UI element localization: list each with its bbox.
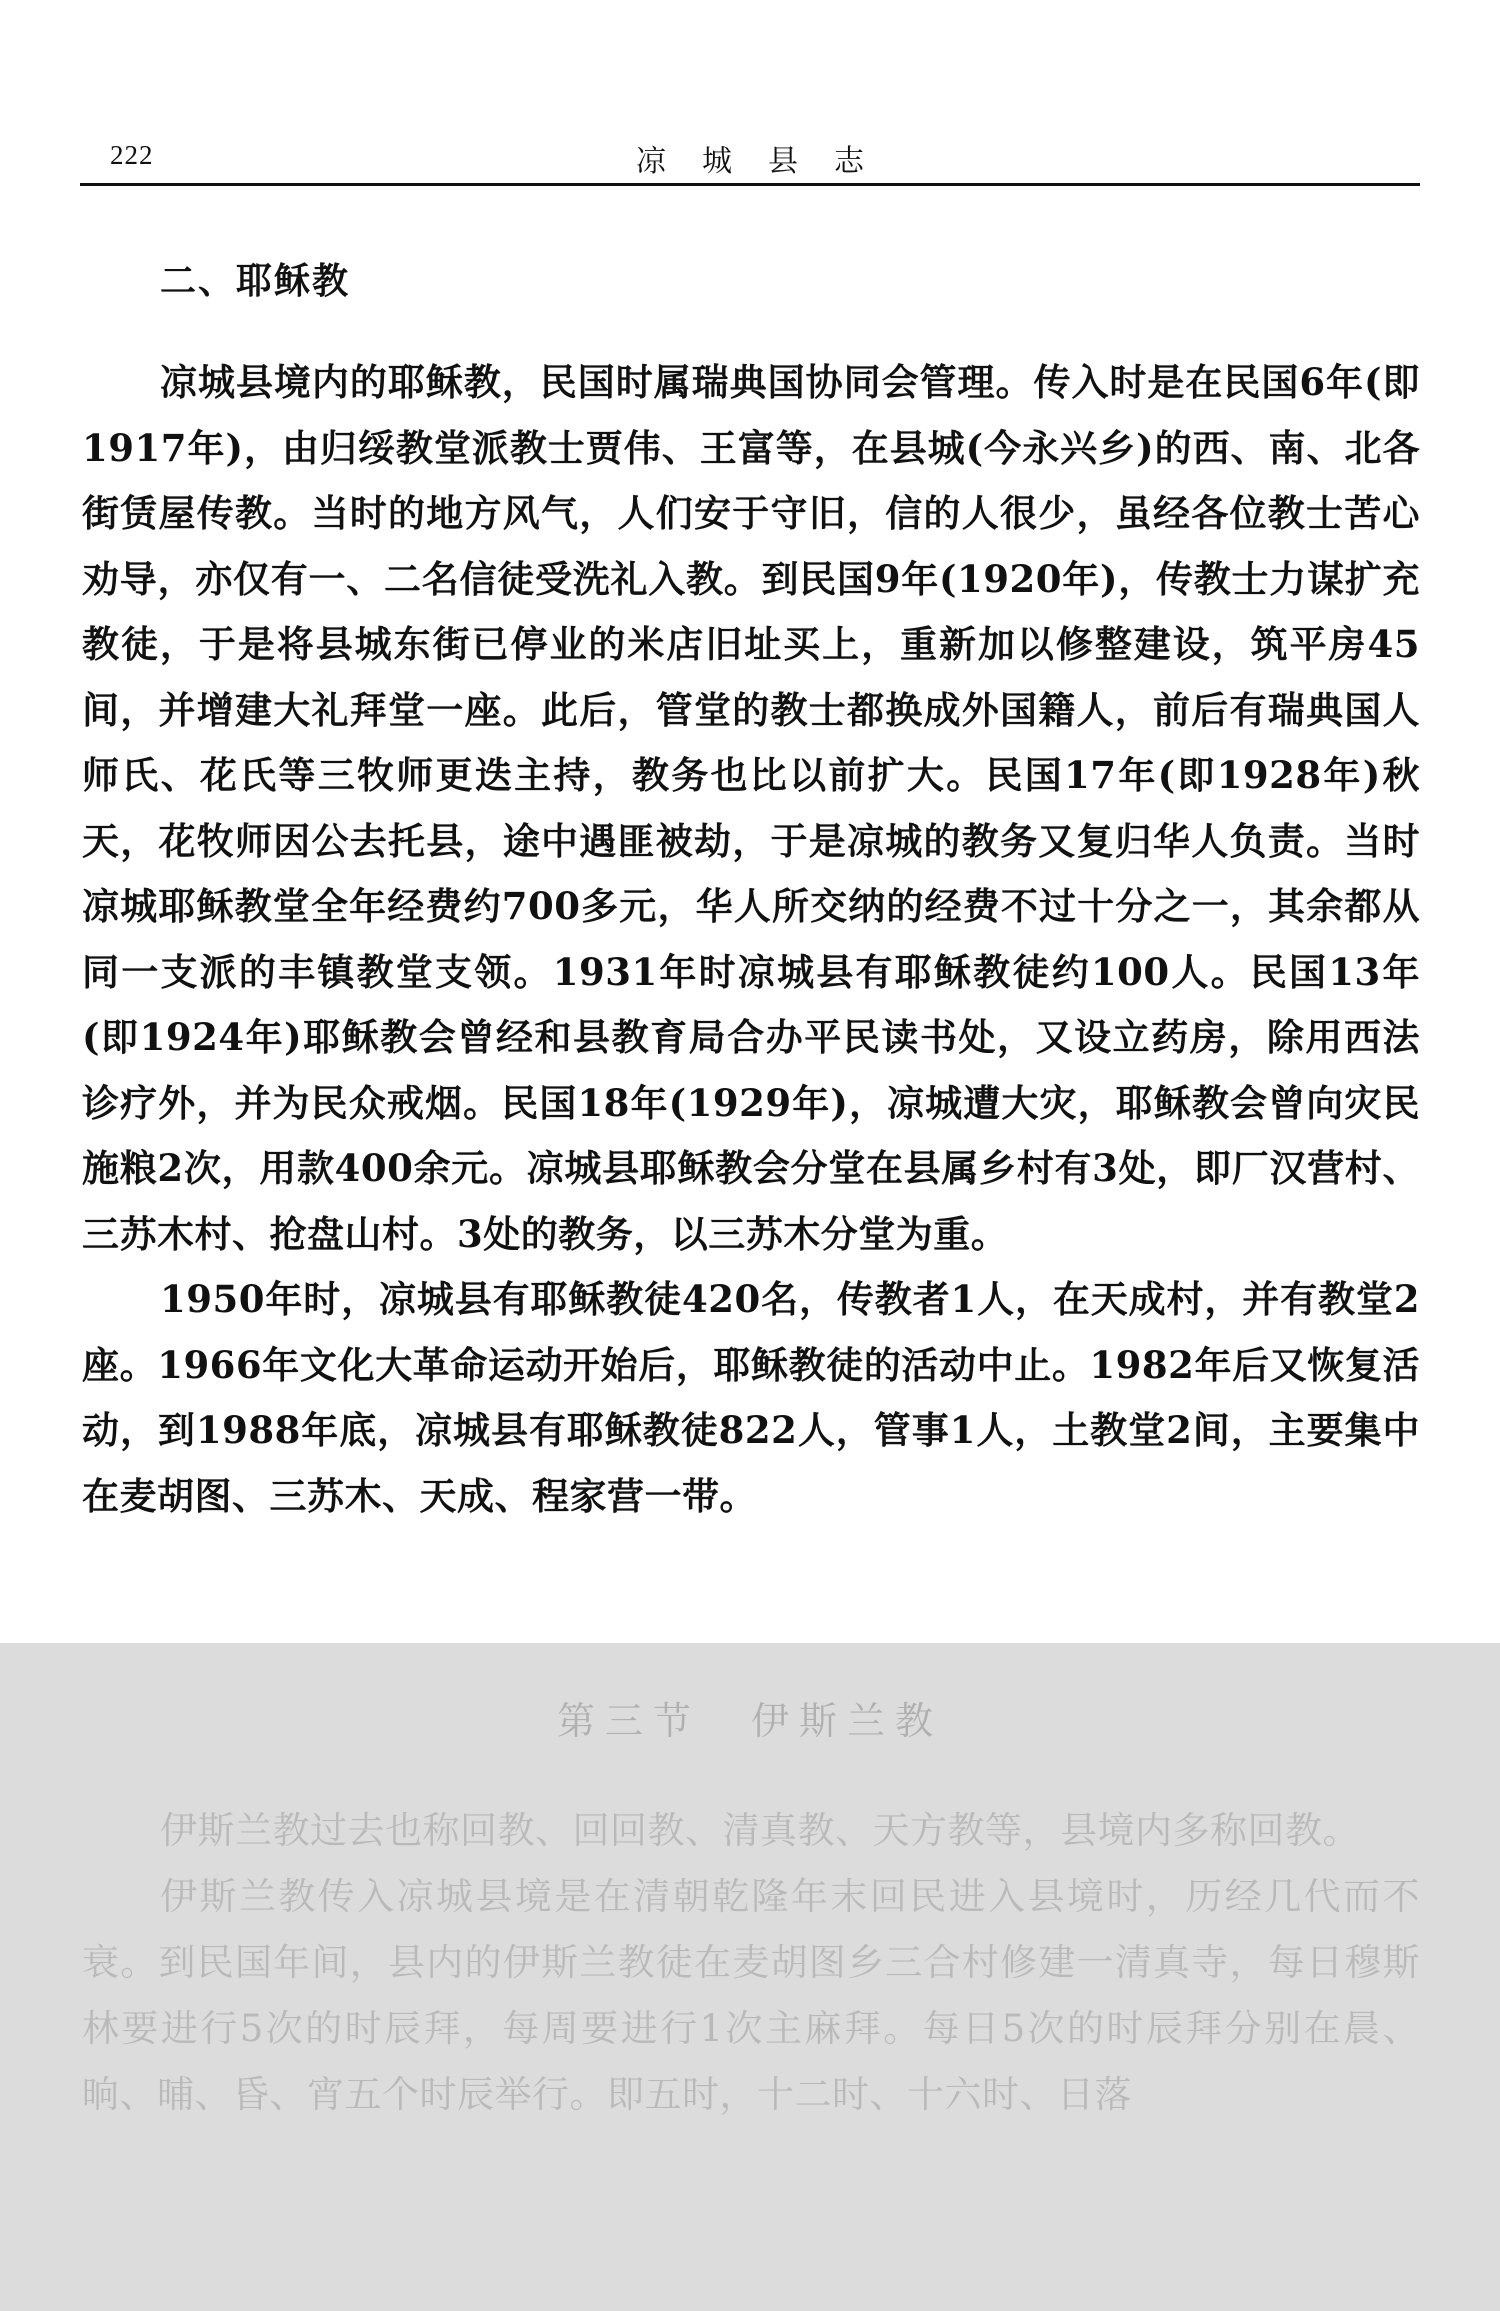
section-heading: 二、耶稣教 xyxy=(160,261,351,302)
page-number: 222 xyxy=(110,140,154,170)
header-rule xyxy=(80,183,1420,186)
chapter-name: 伊斯兰教 xyxy=(751,1699,944,1743)
paragraph: 凉城县境内的耶稣教，民国时属瑞典国协同会管理。传入时是在民国6年(即1917年)，由归绥教堂派教士贾伟、王富等，在县城(今永兴乡)的西、南、北各街赁屋传教。当时的地方风气，人们安于守旧，信的人很少，虽经各位教士苦心劝导，亦仅有一、二名信徒受洗礼入教。到民国9年(1920年)，传教士力谋扩充教徒，于是将县城东街已停业的米店旧址买上，重新加以修整建设，筑平房45间，并增建大礼拜堂一座。此后，管堂的教士都换成外国籍人，前后有瑞典国人师氏、花氏等三牧师更迭主持，教务也比以前扩大。民国17年(即1928年)秋天，花牧师因公去托县，途中遇匪被劫，于是凉城的教务又复归华人负责。当时凉城耶稣教堂全年经费约700多元，华人所交纳的经费不过十分之一，其余都从同一支派的丰镇教堂支领。1931年时凉城县有耶稣教徒约100人。民国13年(即1924年)耶稣教会曾经和县教育局合办平民读书处，又设立药房，除用西法诊疗外，并为民众戒烟。民国18年(1929年)，凉城遭大灾，耶稣教会曾向灾民施粮2次，用款400余元。凉城县耶稣教会分堂在县属乡村有3处，即厂汉营村、三苏木村、抢盘山村。3处的教务，以三苏木分堂为重。 xyxy=(82,360,1420,1256)
paragraph: 1950年时，凉城县有耶稣教徒420名，传教者1人，在天成村，并有教堂2座。1966年文化大革命运动开始后，耶稣教徒的活动中止。1982年后又恢复活动，到1988年底，凉城县有耶稣教徒822人，管事1人，土教堂2间，主要集中在麦胡图、三苏木、天成、程家营一带。 xyxy=(82,1277,1420,1518)
section-body xyxy=(82,350,1420,1529)
paragraph: 伊斯兰教过去也称回教、回回教、清真教、天方教等，县境内多称回教。 xyxy=(160,1809,1360,1852)
running-title: 凉城县志 xyxy=(636,144,900,179)
chapter-title xyxy=(0,1690,1500,1745)
next-section-body xyxy=(82,1798,1420,2128)
paragraph: 伊斯兰教传入凉城县境是在清朝乾隆年末回民进入县境时，历经几代而不衰。到民国年间，县内的伊斯兰教徒在麦胡图乡三合村修建一清真寺，每日穆斯林要进行5次的时辰拜，每周要进行1次主麻拜。每日5次的时辰拜分别在晨、晌、晡、昏、宵五个时辰举行。即五时，十二时、十六时、日落 xyxy=(82,1875,1420,2116)
chapter-label: 第三节 xyxy=(556,1699,701,1743)
next-section-preview xyxy=(0,1643,1500,2311)
page-header xyxy=(80,132,1420,182)
